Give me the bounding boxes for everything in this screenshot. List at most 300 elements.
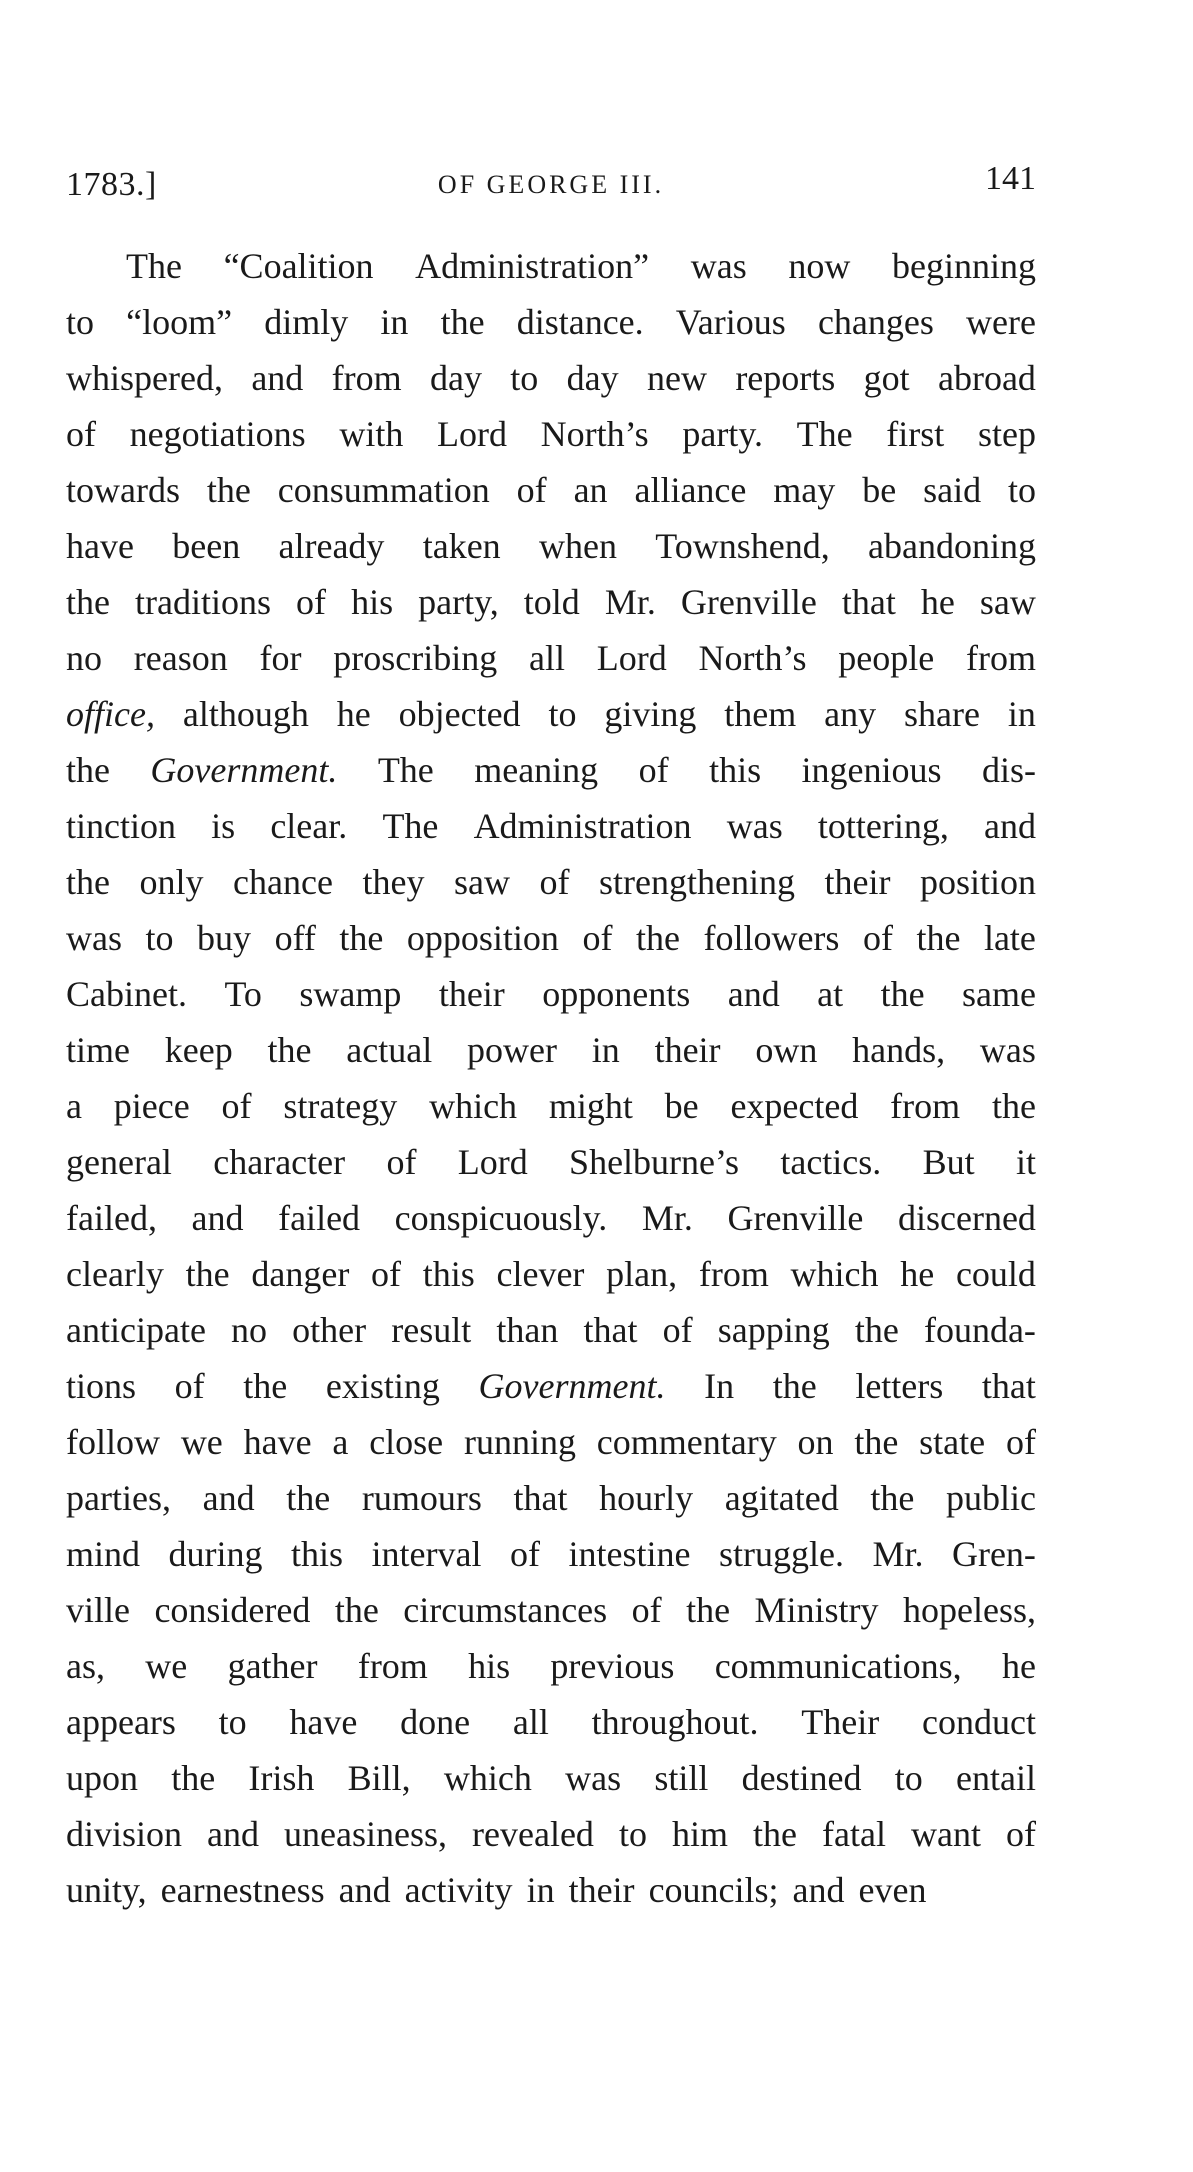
word: be [664,1086,699,1126]
word: division [66,1814,183,1854]
word: the [66,862,110,902]
word: upon [66,1758,138,1798]
word: public [945,1478,1036,1518]
word: have [289,1702,358,1742]
word: changes [817,302,934,342]
word: Various [675,302,786,342]
word: was [66,918,122,958]
text-line [66,966,1036,1022]
word: is [211,806,236,846]
text-line [66,1694,1036,1750]
word: first [886,414,945,454]
word: same [962,974,1036,1014]
word: the [916,918,961,958]
word: we [180,1422,223,1462]
text-line [66,1302,1036,1358]
word: fatal [822,1814,886,1854]
word: we [145,1646,188,1686]
word: to [548,694,577,734]
word: and [792,1870,845,1910]
word: Lord [596,638,667,678]
word: consummation [277,470,490,510]
word: the [171,1758,216,1798]
word: throughout. [591,1702,759,1742]
word: close [369,1422,444,1462]
word: the [267,1030,312,1070]
word: at [817,974,844,1014]
word: of [174,1366,205,1406]
word: of [582,918,613,958]
word: Mr. [604,582,656,622]
word: previous [550,1646,675,1686]
page-number: 141 [985,160,1036,197]
word: of [662,1310,693,1350]
word: late [983,918,1036,958]
word: their [568,1870,635,1910]
word: were [966,302,1036,342]
word: want [910,1814,981,1854]
running-head-title: OF GEORGE III. [437,170,665,199]
word: interval [371,1534,482,1574]
word: for [259,638,302,678]
word: the [991,1086,1036,1126]
word: this [422,1254,475,1294]
text-line [66,1638,1036,1694]
word: Grenville [680,582,817,622]
word: office, [66,694,155,734]
word: no [231,1310,268,1350]
word: from [965,638,1036,678]
word: in [591,1030,620,1070]
word: he [900,1254,935,1294]
word: general [66,1142,172,1182]
word: in [1007,694,1036,734]
word: the [66,750,110,790]
word: of [516,470,547,510]
word: party. [682,414,763,454]
word: danger [251,1254,350,1294]
word: “loom” [126,302,233,342]
word: the [243,1366,288,1406]
word: and [207,1814,260,1854]
running-head [66,160,1036,210]
word: communications, [714,1646,962,1686]
word: character [213,1142,346,1182]
word: his [351,582,394,622]
word: failed, [66,1198,157,1238]
word: uneasiness, [284,1814,447,1854]
word: the [854,1310,899,1350]
word: activity [404,1870,513,1910]
word: was [979,1030,1036,1070]
word: he [920,582,955,622]
word: alliance [634,470,747,510]
word: and [984,806,1036,846]
word: running [463,1422,576,1462]
word: revealed [472,1814,594,1854]
word: it [1015,1142,1036,1182]
word: from [890,1086,961,1126]
word: hourly [599,1478,694,1518]
word: giving [604,694,697,734]
word: and [202,1478,255,1518]
text-line [66,574,1036,630]
word: discerned [897,1198,1036,1238]
word: day [429,358,482,398]
word: saw [979,582,1036,622]
text-line [66,1134,1036,1190]
text-line [66,1862,1036,1918]
word: circumstances [403,1590,608,1630]
word: the [286,1478,331,1518]
word: Administration [473,806,692,846]
word: The [382,806,439,846]
word: The [126,246,182,286]
word: his [468,1646,511,1686]
word: step [977,414,1036,454]
word: considered [154,1590,311,1630]
word: this [291,1534,344,1574]
word: with [339,414,404,454]
word: power [467,1030,557,1070]
word: the [753,1814,797,1854]
word: that [981,1366,1036,1406]
word: may [773,470,836,510]
word: unity, [66,1870,147,1910]
word: letters [855,1366,944,1406]
word: of [1005,1814,1036,1854]
word: the [772,1366,817,1406]
word: now [788,246,851,286]
word: Lord [437,414,507,454]
text-line [66,1022,1036,1078]
word: of [539,862,570,902]
text-line [66,1582,1036,1638]
word: was [726,806,783,846]
word: as, [66,1646,105,1686]
word: all [512,1702,549,1742]
word: the [440,302,485,342]
word: ingenious [801,750,942,790]
word: have [243,1422,312,1462]
word: Lord [457,1142,528,1182]
word: negotiations [129,414,306,454]
word: and [191,1198,244,1238]
text-line [66,518,1036,574]
word: of [509,1534,540,1574]
word: all [528,638,565,678]
word: their [654,1030,721,1070]
text-line [66,406,1036,462]
word: the [880,974,925,1014]
word: of [862,918,893,958]
word: of [638,750,669,790]
text-line [66,630,1036,686]
word: Mr. [641,1198,693,1238]
word: Mr. [872,1534,924,1574]
word: intestine [568,1534,691,1574]
word: he [1001,1646,1036,1686]
word: that [841,582,896,622]
word: Administration” [415,246,650,286]
word: in [380,302,409,342]
word: their [438,974,505,1014]
word: appears [66,1702,176,1742]
word: although [182,694,309,734]
word: of [631,1590,662,1630]
text-line [66,798,1036,854]
word: keep [164,1030,233,1070]
word: might [548,1086,633,1126]
word: followers [703,918,840,958]
word: be [862,470,897,510]
word: been [172,526,241,566]
text-line [66,238,1036,294]
word: and [727,974,780,1014]
word: he [336,694,371,734]
text-line [66,350,1036,406]
word: clear. [270,806,348,846]
word: during [168,1534,263,1574]
word: existing [325,1366,440,1406]
word: new [646,358,707,398]
word: on [797,1422,834,1462]
word: Townshend, [655,526,830,566]
word: Grenville [727,1198,864,1238]
word: no [66,638,102,678]
word: anticipate [66,1310,206,1350]
word: tottering, [817,806,949,846]
word: The [377,750,434,790]
word: own [755,1030,818,1070]
word: the [206,470,251,510]
word: in [526,1870,555,1910]
word: from [331,358,402,398]
text-line [66,1078,1036,1134]
text-line [66,1358,1036,1414]
text-line [66,854,1036,910]
word: Cabinet. [66,974,187,1014]
word: objected [398,694,521,734]
word: Irish [248,1758,315,1798]
word: hopeless, [902,1590,1036,1630]
word: agitated [724,1478,839,1518]
word: opposition [406,918,559,958]
word: other [292,1310,367,1350]
text-line [66,1246,1036,1302]
word: councils; [648,1870,779,1910]
word: of [371,1254,402,1294]
word: the [334,1590,379,1630]
word: have [66,526,134,566]
word: him [671,1814,728,1854]
word: an [573,470,608,510]
word: and [251,358,304,398]
word: share [904,694,980,734]
word: follow [66,1422,160,1462]
word: to [618,1814,647,1854]
word: swamp [299,974,402,1014]
word: clearly [66,1254,164,1294]
word: gather [227,1646,318,1686]
word: expected [730,1086,859,1126]
word: to [1007,470,1036,510]
word: got [863,358,910,398]
word: party, [418,582,499,622]
word: conduct [922,1702,1036,1742]
word: of [66,414,96,454]
word: tinction [66,806,176,846]
word: earnestness [160,1870,325,1910]
word: the [635,918,680,958]
word: that [513,1478,568,1518]
word: plan, [606,1254,678,1294]
word: hands, [852,1030,946,1070]
text-line [66,1526,1036,1582]
word: day [566,358,619,398]
text-line [66,294,1036,350]
word: off [274,918,316,958]
text-line [66,1806,1036,1862]
word: reports [735,358,836,398]
word: said [923,470,982,510]
word: failed [278,1198,361,1238]
word: sapping [717,1310,830,1350]
text-line [66,742,1036,798]
text-line [66,1750,1036,1806]
word: them [724,694,797,734]
text-line [66,1470,1036,1526]
text-line [66,910,1036,966]
word: chance [233,862,333,902]
word: they [362,862,425,902]
word: “Coalition [223,246,374,286]
word: Ministry [754,1590,879,1630]
word: ville [66,1590,130,1630]
word: distance. [516,302,644,342]
word: the [339,918,384,958]
word: entail [956,1758,1036,1798]
word: when [538,526,617,566]
word: dis- [981,750,1036,790]
word: saw [453,862,510,902]
word: already [278,526,385,566]
word: beginning [891,246,1036,286]
word: But [922,1142,975,1182]
word: could [955,1254,1036,1294]
word: commentary [596,1422,777,1462]
word: from [698,1254,769,1294]
word: abroad [937,358,1036,398]
word: towards [66,470,180,510]
word: only [139,862,204,902]
word: people [838,638,935,678]
word: destined [741,1758,862,1798]
word: of [296,582,327,622]
word: to [218,1702,247,1742]
word: a [66,1086,82,1126]
body-paragraph [66,238,1036,1918]
word: The [796,414,853,454]
word: which [443,1758,532,1798]
word: the [185,1254,230,1294]
word: To [224,974,262,1014]
word: position [919,862,1036,902]
word: North’s [698,638,807,678]
word: of [221,1086,252,1126]
word: time [66,1030,130,1070]
word: tactics. [780,1142,882,1182]
word: Government. [478,1366,666,1406]
word: the [870,1478,915,1518]
word: and [338,1870,391,1910]
word: Bill, [347,1758,411,1798]
word: done [400,1702,471,1742]
word: still [654,1758,709,1798]
text-line [66,1190,1036,1246]
word: result [391,1310,472,1350]
word: the [686,1590,731,1630]
word: Government. [150,750,338,790]
word: was [565,1758,622,1798]
word: than [496,1310,559,1350]
word: which [429,1086,518,1126]
word: which [790,1254,879,1294]
word: to [510,358,539,398]
word: told [523,582,580,622]
word: the [66,582,110,622]
running-head-year: 1783.] [66,166,157,203]
word: a [332,1422,349,1462]
word: piece [113,1086,190,1126]
word: parties, [66,1478,171,1518]
word: whispered, [66,358,223,398]
word: of [1005,1422,1036,1462]
word: rumours [361,1478,482,1518]
word: strategy [283,1086,398,1126]
word: taken [422,526,501,566]
word: founda- [923,1310,1036,1350]
word: opponents [542,974,691,1014]
word: any [824,694,877,734]
word: from [357,1646,428,1686]
word: North’s [540,414,649,454]
word: was [690,246,747,286]
word: strengthening [599,862,795,902]
word: tions [66,1366,137,1406]
word: their [824,862,891,902]
word: of [386,1142,417,1182]
word: Their [801,1702,880,1742]
word: the [854,1422,899,1462]
word: Shelburne’s [569,1142,740,1182]
word: actual [346,1030,433,1070]
word: traditions [135,582,271,622]
word: to [66,302,95,342]
word: meaning [474,750,599,790]
word: conspicuously. [394,1198,608,1238]
word: buy [197,918,252,958]
text-line [66,686,1036,742]
word: to [894,1758,923,1798]
word: abandoning [867,526,1036,566]
word: Gren- [951,1534,1036,1574]
word: struggle. [718,1534,844,1574]
text-line [66,1414,1036,1470]
word: even [858,1870,927,1910]
word: state [919,1422,986,1462]
text-line [66,462,1036,518]
